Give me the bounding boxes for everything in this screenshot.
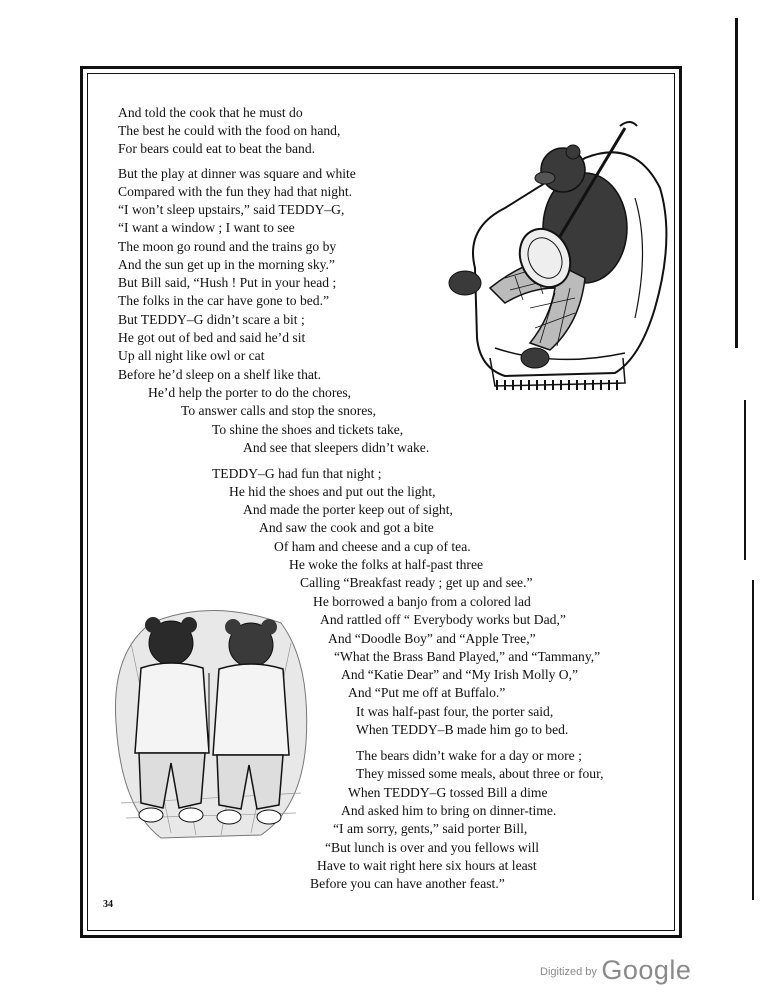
poem-line: He’d help the porter to do the chores, — [148, 385, 352, 400]
poem-line: He borrowed a banjo from a colored lad — [313, 594, 531, 609]
poem-line: To answer calls and stop the snores, — [181, 403, 376, 418]
poem-line: And “Doodle Boy” and “Apple Tree,” — [328, 631, 536, 646]
poem-line: “I am sorry, gents,” said porter Bill, — [333, 821, 528, 836]
footer-brand: Google — [601, 955, 692, 985]
poem-line: He woke the folks at half-past three — [289, 557, 484, 572]
poem-line: The bears didn’t wake for a day or more ; — [356, 748, 582, 763]
footer-prefix: Digitized by — [540, 966, 597, 978]
poem-line: And “Katie Dear” and “My Irish Molly O,” — [341, 667, 579, 682]
poem-line: Compared with the fun they had that night. — [118, 184, 353, 199]
poem-line: Of ham and cheese and a cup of tea. — [274, 539, 471, 554]
poem-line: They missed some meals, about three or four, — [356, 766, 604, 781]
poem-line: Calling “Breakfast ready ; get up and see.” — [300, 575, 533, 590]
poem-line: And told the cook that he must do — [118, 105, 303, 120]
poem-line: To shine the shoes and tickets take, — [212, 422, 404, 437]
poem-line: Have to wait right here six hours at least — [317, 858, 537, 873]
poem-line: But TEDDY–G didn’t scare a bit ; — [118, 312, 305, 327]
poem-line: He hid the shoes and put out the light, — [229, 484, 436, 499]
poem-line: Before you can have another feast.” — [310, 876, 505, 891]
poem-line: “I want a window ; I want to see — [118, 220, 295, 235]
poem-line: Before he’d sleep on a shelf like that. — [118, 367, 322, 382]
poem-line: And made the porter keep out of sight, — [243, 502, 453, 517]
digitized-by-google-watermark — [540, 955, 691, 986]
poem-line: The best he could with the food on hand, — [118, 123, 341, 138]
poem-line: It was half-past four, the porter said, — [356, 704, 554, 719]
poem-line: And asked him to bring on dinner-time. — [341, 803, 557, 818]
poem-line: “I won’t sleep upstairs,” said TEDDY–G, — [118, 202, 345, 217]
poem-line: “What the Brass Band Played,” and “Tammany,” — [334, 649, 601, 664]
poem-line: And the sun get up in the morning sky.” — [118, 257, 335, 272]
poem-line: He got out of bed and said he’d sit — [118, 330, 306, 345]
poem-line: But the play at dinner was square and white — [118, 166, 356, 181]
poem-line: And saw the cook and got a bite — [259, 520, 434, 535]
poem-line: The folks in the car have gone to bed.” — [118, 293, 330, 308]
poem-line: When TEDDY–B made him go to bed. — [356, 722, 569, 737]
poem-line: When TEDDY–G tossed Bill a dime — [348, 785, 548, 800]
poem-line: And rattled off “ Everybody works but Dad,” — [320, 612, 566, 627]
poem-line: The moon go round and the trains go by — [118, 239, 337, 254]
poem-line: But Bill said, “Hush ! Put in your head ; — [118, 275, 337, 290]
poem-line: And “Put me off at Buffalo.” — [348, 685, 506, 700]
page-number: 34 — [103, 899, 113, 910]
poem-line: For bears could eat to beat the band. — [118, 141, 316, 156]
poem-line: TEDDY–G had fun that night ; — [212, 466, 382, 481]
poem-line: And see that sleepers didn’t wake. — [243, 440, 430, 455]
poem-line: Up all night like owl or cat — [118, 348, 265, 363]
poem-line: “But lunch is over and you fellows will — [325, 840, 540, 855]
